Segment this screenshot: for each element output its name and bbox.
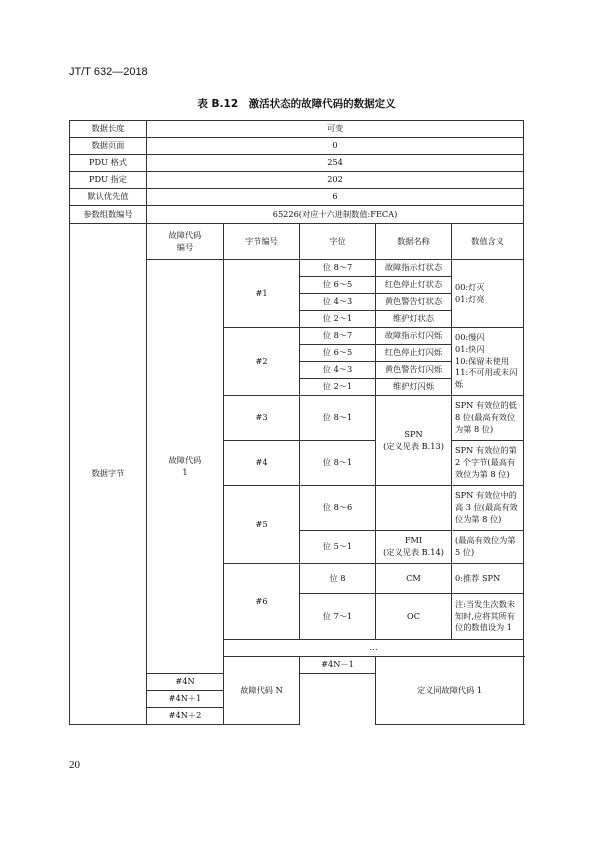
bit-range: 位 4～3	[300, 294, 376, 311]
table-title: 表 B.12 激活状态的故障代码的数据定义	[197, 98, 396, 110]
data-name: 红色停止灯闪烁	[376, 345, 452, 362]
byte-number: #4N	[147, 674, 224, 691]
bit-range: 位 8～7	[300, 260, 376, 277]
meta-value: 可变	[147, 121, 524, 138]
bit-range: 位 6～5	[300, 345, 376, 362]
data-name: CM	[376, 564, 452, 594]
col-header-meaning: 数值含义	[452, 224, 524, 260]
col-header-byte: 字节编号	[224, 224, 300, 260]
value-meaning: (最高有效位为第 5 位)	[452, 531, 524, 564]
meta-label: 参数组数编号	[70, 206, 147, 224]
value-meaning: SPN 有效位的第 2 个字节(最高有效位为第 8 位)	[452, 441, 524, 486]
meta-value: 0	[147, 138, 524, 155]
bit-range: 位 8～6	[300, 486, 376, 531]
value-meaning: 00:慢闪 01:快闪 10:保留未使用 11:不可用或未闪烁	[452, 328, 524, 396]
bit-range: 位 7～1	[300, 594, 376, 640]
byte-number: #4N＋2	[147, 708, 224, 725]
data-bytes-label: 数据字节	[70, 224, 147, 725]
data-name: 维护灯状态	[376, 311, 452, 328]
meta-label: PDU 指定	[70, 172, 147, 189]
value-meaning: 注:当发生次数未知时,应将其所有位的数值设为 1	[452, 594, 524, 640]
bit-range: 位 5～1	[300, 531, 376, 564]
meta-value: 6	[147, 189, 524, 206]
same-as-code-1: 定义同故障代码 1	[376, 657, 524, 725]
byte-number: #4	[224, 441, 300, 486]
fault-code-n-label: 故障代码 N	[224, 657, 300, 725]
value-meaning: SPN 有效位的低 8 位(最高有效位为第 8 位)	[452, 396, 524, 441]
meta-label: 默认优先值	[70, 189, 147, 206]
table-row	[70, 224, 524, 260]
data-name: 故障指示灯闪烁	[376, 328, 452, 345]
byte-number: #5	[224, 486, 300, 564]
data-name: OC	[376, 594, 452, 640]
data-name: 黄色警告灯闪烁	[376, 362, 452, 379]
bit-range: 位 2～1	[300, 311, 376, 328]
bit-range: 位 8	[300, 564, 376, 594]
bit-range: 位 2～1	[300, 379, 376, 396]
value-meaning: 00:灯灭 01:灯亮	[452, 260, 524, 328]
table-row	[70, 172, 524, 189]
bit-range: 位 8～1	[300, 396, 376, 441]
col-header-bit: 字位	[300, 224, 376, 260]
byte-number: #1	[224, 260, 300, 328]
meta-value: 202	[147, 172, 524, 189]
meta-label: PDU 格式	[70, 155, 147, 172]
byte-number: #2	[224, 328, 300, 396]
table-row	[70, 189, 524, 206]
bit-range: 位 8～7	[300, 328, 376, 345]
table-row	[70, 121, 524, 138]
document-id: JT/T 632—2018	[69, 66, 148, 78]
meta-value: 65226(对应十六进制数值:FECA)	[147, 206, 524, 224]
data-name: 故障指示灯状态	[376, 260, 452, 277]
data-definition-table	[69, 120, 524, 725]
data-name: 红色停止灯状态	[376, 277, 452, 294]
byte-number: #4N－1	[300, 657, 376, 674]
meta-label: 数据页面	[70, 138, 147, 155]
value-meaning: 0:推荐 SPN	[452, 564, 524, 594]
data-name: SPN (定义见表 B.13)	[376, 396, 452, 486]
table-row	[70, 138, 524, 155]
fault-code-1-label: 故障代码 1	[147, 260, 224, 674]
meta-label: 数据长度	[70, 121, 147, 138]
bit-range: 位 8～1	[300, 441, 376, 486]
data-name-empty	[376, 486, 452, 531]
data-name: 维护灯闪烁	[376, 379, 452, 396]
col-header-name: 数据名称	[376, 224, 452, 260]
table-row	[70, 206, 524, 224]
ellipsis: …	[224, 640, 524, 657]
byte-number: #3	[224, 396, 300, 441]
page-number: 20	[69, 759, 80, 771]
value-meaning: SPN 有效位中的高 3 位(最高有效位为第 8 位)	[452, 486, 524, 531]
meta-value: 254	[147, 155, 524, 172]
col-header-code: 故障代码 编号	[147, 224, 224, 260]
data-name: FMI (定义见表 B.14)	[376, 531, 452, 564]
table-row	[70, 155, 524, 172]
data-name: 黄色警告灯状态	[376, 294, 452, 311]
bit-range: 位 4～3	[300, 362, 376, 379]
bit-range: 位 6～5	[300, 277, 376, 294]
byte-number: #4N＋1	[147, 691, 224, 708]
byte-number: #6	[224, 564, 300, 640]
